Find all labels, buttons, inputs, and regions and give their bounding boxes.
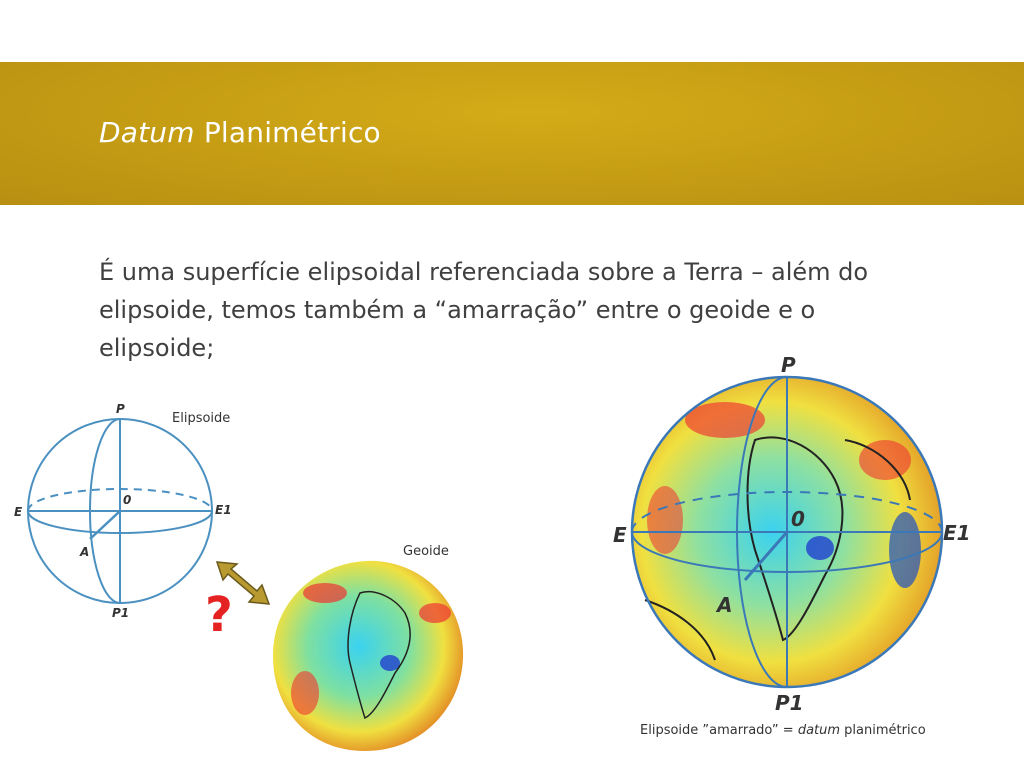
label-p: P — [116, 402, 125, 416]
label-p: P — [781, 353, 796, 377]
geoid-low — [380, 655, 400, 671]
label-p1: P1 — [775, 691, 804, 715]
geoid-surface — [273, 561, 463, 751]
ellipsoid-caption: Elipsoide — [172, 411, 231, 426]
label-e: E — [14, 505, 23, 519]
slide-title-rest: Planimétrico — [203, 116, 381, 149]
datum-caption-prefix: Elipsoide ”amarrado” = — [640, 723, 798, 738]
label-e1: E1 — [943, 521, 971, 545]
label-p1: P1 — [112, 606, 130, 620]
label-a: A — [717, 593, 733, 617]
question-mark: ? — [205, 587, 233, 643]
datum-caption-italic: datum — [797, 723, 841, 738]
geoid-caption: Geoide — [403, 544, 449, 559]
globe-low — [889, 512, 921, 588]
globe-anomaly — [647, 486, 683, 554]
slide-title-italic: Datum — [99, 116, 195, 149]
geoid-anomaly — [303, 583, 347, 603]
label-e: E — [613, 523, 627, 547]
globe-low — [806, 536, 834, 560]
datum-caption — [640, 723, 926, 738]
datum-globe-image — [605, 350, 975, 720]
label-o: 0 — [791, 507, 805, 531]
datum-caption-suffix: planimétrico — [840, 723, 926, 738]
geoid-anomaly — [419, 603, 451, 623]
slide-title — [99, 116, 381, 149]
radius-a — [90, 511, 120, 539]
label-a: A — [80, 545, 90, 559]
label-o: 0 — [123, 493, 132, 507]
body-paragraph: É uma superfície elipsoidal referenciada sobre a Terra – além do elipsoide, temos também a “amarração” entre o geoide e o elipsoide; — [99, 258, 869, 362]
geoid-image — [265, 553, 470, 758]
label-e1: E1 — [215, 503, 232, 517]
geoid-anomaly — [291, 671, 319, 715]
